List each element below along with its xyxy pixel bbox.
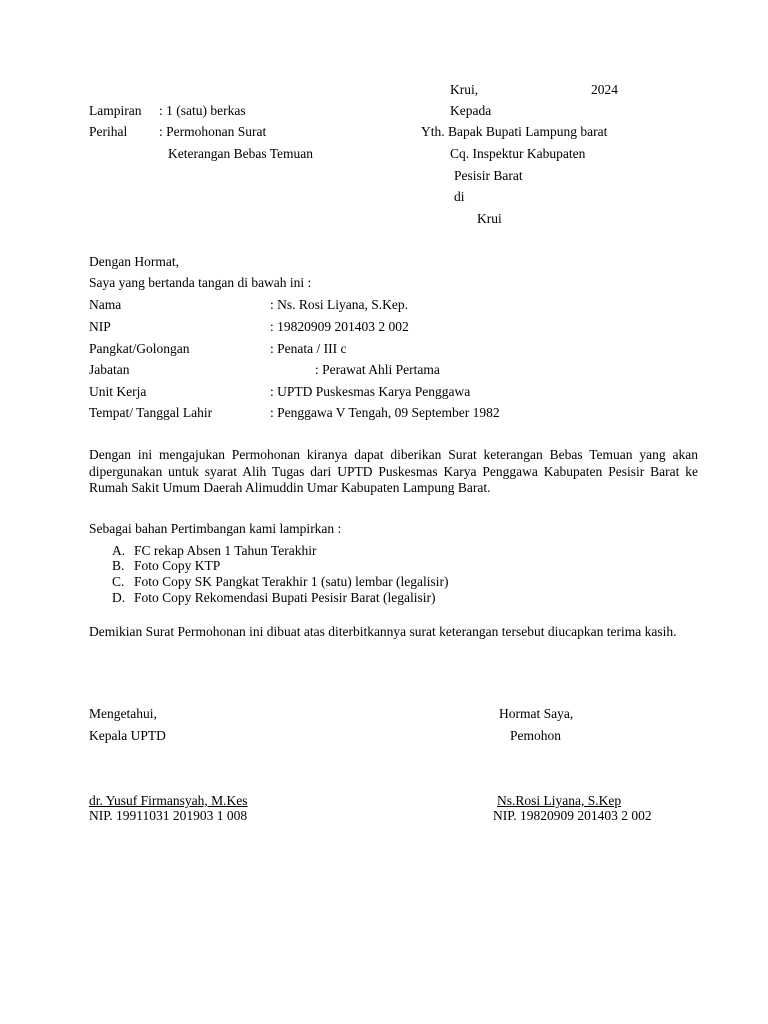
identity-value-nama: : Ns. Rosi Liyana, S.Kep.	[270, 297, 408, 312]
signature-right-line-1: Hormat Saya,	[499, 706, 574, 721]
attachment-item-b: Foto Copy KTP	[134, 558, 221, 573]
identity-value-ttl: : Penggawa V Tengah, 09 September 1982	[270, 405, 500, 420]
signature-left-name: dr. Yusuf Firmansyah, M.Kes	[89, 793, 248, 808]
signature-left-line-1: Mengetahui,	[89, 706, 157, 721]
attachment-marker-b: B.	[112, 558, 125, 573]
recipient-line-1: Yth. Bapak Bupati Lampung barat	[421, 124, 608, 139]
recipient-di: di	[454, 189, 465, 204]
attachment-item-c: Foto Copy SK Pangkat Terakhir 1 (satu) lembar (legalisir)	[134, 574, 449, 589]
letter-place: Krui,	[450, 82, 479, 97]
perihal-value: : Permohonan Surat	[159, 124, 267, 139]
signature-right-nip: NIP. 19820909 201403 2 002	[493, 808, 652, 823]
recipient-city: Krui	[477, 211, 502, 226]
intro-sentence: Saya yang bertanda tangan di bawah ini :	[89, 275, 312, 290]
recipient-line-2: Cq. Inspektur Kabupaten	[450, 146, 586, 161]
identity-label-ttl: Tempat/ Tanggal Lahir	[89, 405, 213, 420]
request-paragraph: Dengan ini mengajukan Permohonan kiranya dapat diberikan Surat keterangan Bebas Temuan yang akan dipergunakan untuk syarat Alih Tugas dari UPTD Puskesmas Karya Penggawa Kabupaten Pesisir Barat ke Rumah Sakit Umum Daerah Alimuddin Umar Kabupaten Lampung Barat.	[89, 447, 698, 495]
signature-right-line-2: Pemohon	[510, 728, 562, 743]
signature-left-nip: NIP. 19911031 201903 1 008	[89, 808, 248, 823]
attachment-marker-d: D.	[112, 590, 126, 605]
attachments-intro: Sebagai bahan Pertimbangan kami lampirkan :	[89, 521, 342, 536]
perihal-value-continued: Keterangan Bebas Temuan	[168, 146, 313, 161]
attachment-item-a: FC rekap Absen 1 Tahun Terakhir	[134, 543, 317, 558]
lampiran-label: Lampiran	[89, 103, 142, 118]
identity-label-nip: NIP	[89, 319, 111, 334]
identity-label-nama: Nama	[89, 297, 122, 312]
salutation: Dengan Hormat,	[89, 254, 179, 269]
lampiran-value: : 1 (satu) berkas	[159, 103, 246, 118]
identity-label-unit-kerja: Unit Kerja	[89, 384, 147, 399]
perihal-label: Perihal	[89, 124, 128, 139]
signature-right-name: Ns.Rosi Liyana, S.Kep	[497, 793, 622, 808]
identity-value-jabatan: : Perawat Ahli Pertama	[315, 362, 440, 377]
identity-label-pangkat: Pangkat/Golongan	[89, 341, 190, 356]
letter-year: 2024	[591, 82, 618, 97]
identity-value-pangkat: : Penata / III c	[270, 341, 347, 356]
recipient-line-3: Pesisir Barat	[454, 168, 523, 183]
closing-paragraph: Demikian Surat Permohonan ini dibuat atas diterbitkannya surat keterangan tersebut diucapkan terima kasih.	[89, 624, 677, 639]
attachment-marker-a: A.	[112, 543, 126, 558]
identity-label-jabatan: Jabatan	[89, 362, 130, 377]
identity-value-nip: : 19820909 201403 2 002	[270, 319, 409, 334]
recipient-kepada: Kepada	[450, 103, 492, 118]
identity-value-unit-kerja: : UPTD Puskesmas Karya Penggawa	[270, 384, 471, 399]
signature-left-line-2: Kepala UPTD	[89, 728, 166, 743]
attachment-item-d: Foto Copy Rekomendasi Bupati Pesisir Barat (legalisir)	[134, 590, 436, 605]
attachment-marker-c: C.	[112, 574, 125, 589]
